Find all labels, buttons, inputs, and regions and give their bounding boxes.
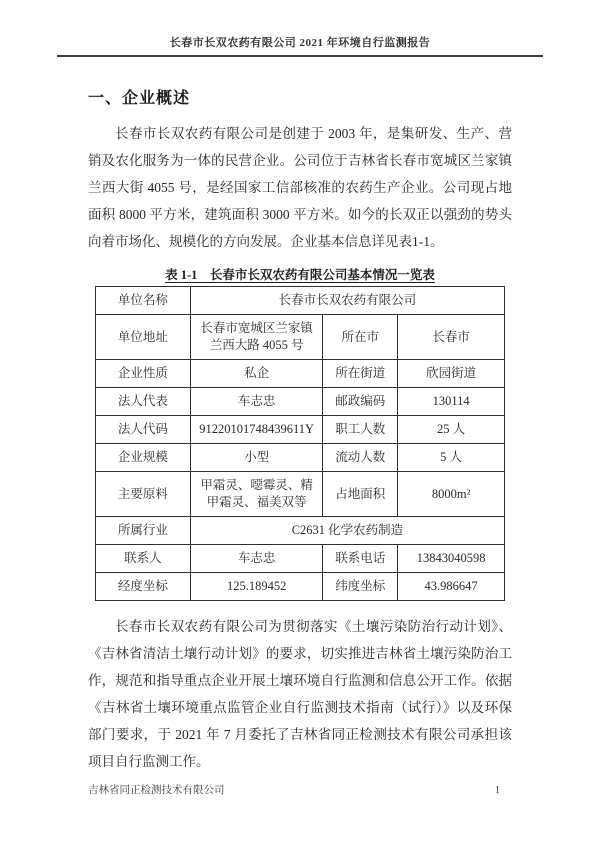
section-heading: 一、企业概述: [88, 90, 191, 107]
field-label: 所在街道: [323, 360, 398, 388]
intro-paragraph: 长春市长双农药有限公司是创建于 2003 年，是集研发、生产、营销及农化服务为一体的民营企业。公司位于吉林省长春市宽城区兰家镇兰西大街 4055 号，是经国家工信部核准的农药生产企业。公司现占地面积 8000 平方米，建筑面积 3000 平方米。如今的长双正以强劲的势头向着市场化、规模化的方向发展。企业基本信息详见表1-1。: [88, 126, 512, 249]
table-row: [96, 573, 505, 601]
field-label: 经度坐标: [96, 573, 191, 601]
company-info-table: [95, 286, 505, 601]
field-label: 联系人: [96, 545, 191, 573]
field-label: 企业性质: [96, 360, 191, 388]
field-value: 甲霜灵、噁霉灵、精甲霜灵、福美双等: [190, 472, 323, 517]
field-value: 91220101748439611Y: [190, 416, 323, 444]
field-label: 联系电话: [323, 545, 398, 573]
table-row: [96, 545, 505, 573]
table-row: [96, 416, 505, 444]
table-row: [96, 360, 505, 388]
page-footer: [88, 782, 500, 797]
field-value: 43.986647: [398, 573, 505, 601]
field-value: 小型: [190, 444, 323, 472]
table-row: [96, 315, 505, 360]
field-value: 125.189452: [190, 573, 323, 601]
field-label: 所属行业: [96, 517, 191, 545]
field-value: 私企: [190, 360, 323, 388]
table-row: [96, 472, 505, 517]
field-label: 单位地址: [96, 315, 191, 360]
field-value: 130114: [398, 388, 505, 416]
field-label: 邮政编码: [323, 388, 398, 416]
field-value: 25 人: [398, 416, 505, 444]
field-label: 职工人数: [323, 416, 398, 444]
field-value: C2631 化学农药制造: [190, 517, 504, 545]
field-label: 流动人数: [323, 444, 398, 472]
field-label: 所在市: [323, 315, 398, 360]
footer-company: 吉林省同正检测技术有限公司: [88, 785, 225, 796]
field-value: 车志忠: [190, 545, 323, 573]
field-value: 长春市宽城区兰家镇兰西大路 4055 号: [190, 315, 323, 360]
field-value: 长春市: [398, 315, 505, 360]
field-value: 8000m²: [398, 472, 505, 517]
table-title: [0, 265, 600, 283]
table-row: [96, 444, 505, 472]
closing-paragraph: 长春市长双农药有限公司为贯彻落实《土壤污染防治行动计划》、《吉林省清洁土壤行动计划》的要求，切实推进吉林省土壤污染防治工作，规范和指导重点企业开展土壤环境自行监测和信息公开工作。依据《吉林省土壤环境重点监管企业自行监测技术指南（试行）》以及环保部门要求，于 2021 年 7 月委托了吉林省同正检测技术有限公司承担该项目自行监测工作。: [88, 619, 512, 769]
field-label: 企业规模: [96, 444, 191, 472]
field-value: 长春市长双农药有限公司: [190, 287, 504, 315]
table-title-text: 表 1-1 长春市长双农药有限公司基本情况一览表: [165, 268, 435, 282]
field-value: 5 人: [398, 444, 505, 472]
field-label: 占地面积: [323, 472, 398, 517]
field-label: 单位名称: [96, 287, 191, 315]
table-row: [96, 287, 505, 315]
field-value: 13843040598: [398, 545, 505, 573]
running-header: 长春市长双农药有限公司 2021 年环境自行监测报告: [57, 0, 543, 57]
field-value: 欣园街道: [398, 360, 505, 388]
field-label: 纬度坐标: [323, 573, 398, 601]
field-label: 主要原料: [96, 472, 191, 517]
field-label: 法人代码: [96, 416, 191, 444]
page-number: 1: [494, 785, 500, 796]
table-row: [96, 517, 505, 545]
field-value: 车志忠: [190, 388, 323, 416]
field-label: 法人代表: [96, 388, 191, 416]
table-row: [96, 388, 505, 416]
